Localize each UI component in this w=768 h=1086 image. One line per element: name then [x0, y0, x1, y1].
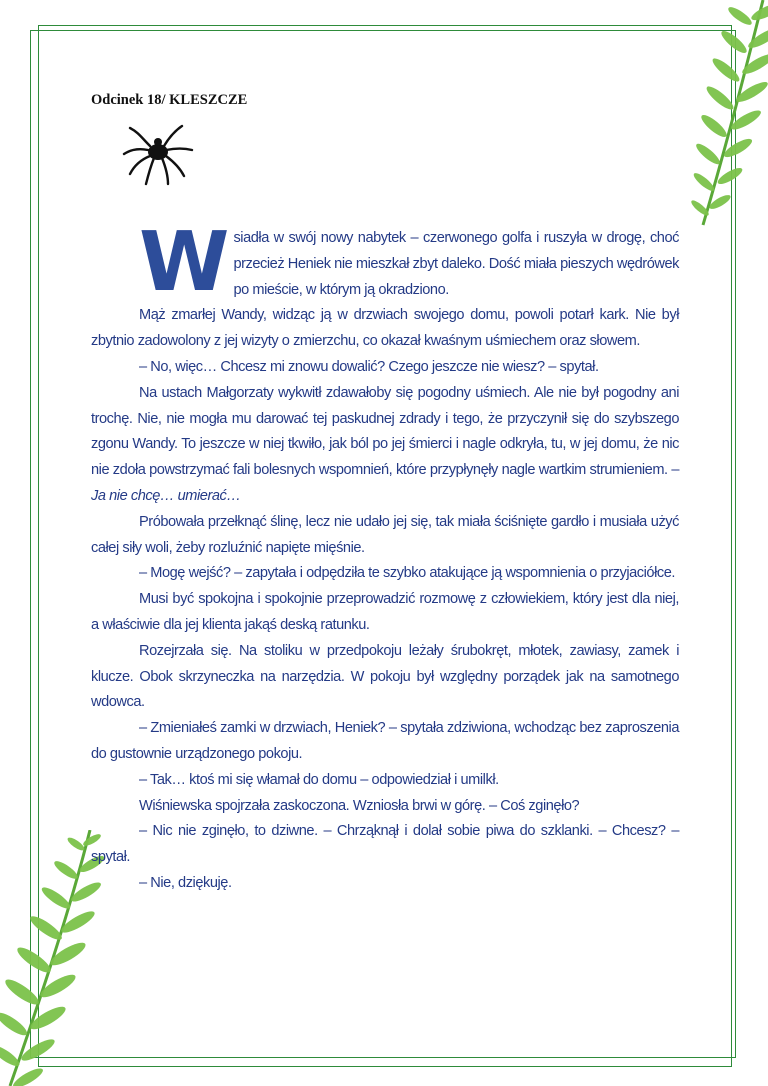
paragraph-9: – Zmieniałeś zamki w drzwiach, Heniek? – spytała zdziwiona, wchodząc bez zaproszenia do gustownie urządzonego pokoju.: [91, 720, 679, 762]
paragraph-12: – Nic nie zginęło, to dziwne. – Chrząknął i dolał sobie piwa do szklanki. – Chcesz? – spytał.: [91, 823, 679, 866]
paragraph-3: – No, więc… Chcesz mi znowu dowalić? Czego jeszcze nie wiesz? – spytał.: [139, 358, 599, 375]
paragraph-1: siadła w swój nowy nabytek – czerwonego golfa i ruszyła w drogę, choć przecież Heniek nie mieszkał zbyt daleko. Dość miała pieszych wędrówek po mieście, w którym ją okradziono.: [233, 230, 679, 298]
fern-top-right-icon: [668, 0, 768, 230]
paragraph-11: Wiśniewska spojrzała zaskoczona. Wzniosła brwi w górę. – Coś zginęło?: [139, 797, 580, 814]
paragraph-5: Próbowała przełknąć ślinę, lecz nie udało jej się, tak miała ściśnięte gardło i musiała użyć całej siły woli, żeby rozluźnić napięte mięśnie.: [91, 513, 679, 556]
paragraph-8: Rozejrzała się. Na stoliku w przedpokoju leżały śrubokręt, młotek, zawiasy, zamek i klucze. Obok skrzyneczka na narzędzia. W pokoju był względny porządek jak na samotnego wdowca.: [91, 642, 679, 711]
paragraph-6: – Mogę wejść? – zapytała i odpędziła te szybko atakujące ją wspomnienia o przyjaciółce.: [139, 565, 675, 582]
paragraph-13: – Nie, dziękuję.: [139, 874, 232, 891]
paragraph-4: [91, 381, 679, 510]
paragraph-4-text: Na ustach Małgorzaty wykwitł zdawałoby się pogodny uśmiech. Ale nie był pogodny ani trochę. Nie, nie mogła mu darować tej paskudnej zdrady i tego, że przyczynił się do szybszego zgonu Wandy. To jeszcze w niej tkwiło, jak ból po jej śmierci i nagle odkryła, tu, w jej domu, że nic nie zdoła powstrzymać fali bolesnych wspomnień, które przypłynęły nagle wartkim strumieniem. –: [91, 384, 679, 479]
story-text: [91, 215, 679, 897]
paragraph-4-italic: Ja nie chcę… umierać…: [91, 487, 241, 504]
paragraph-7: Musi być spokojna i spokojnie przeprowadzić rozmowę z człowiekiem, który jest dla niej, a właściwie dla jej klienta jakąś deską ratunku.: [91, 591, 679, 633]
episode-title: Odcinek 18/ KLESZCZE: [91, 92, 248, 108]
paragraph-10: – Tak… ktoś mi się włamał do domu – odpowiedział i umilkł.: [139, 771, 499, 788]
drop-cap: W: [139, 215, 226, 310]
tick-icon: [120, 118, 198, 190]
paragraph-2: Mąż zmarłej Wandy, widząc ją w drzwiach swojego domu, powoli potarł kark. Nie był zbytnio zadowolony z jej wizyty o zmierzchu, co okazał kwaśnym uśmiechem oraz słowem.: [91, 307, 679, 350]
